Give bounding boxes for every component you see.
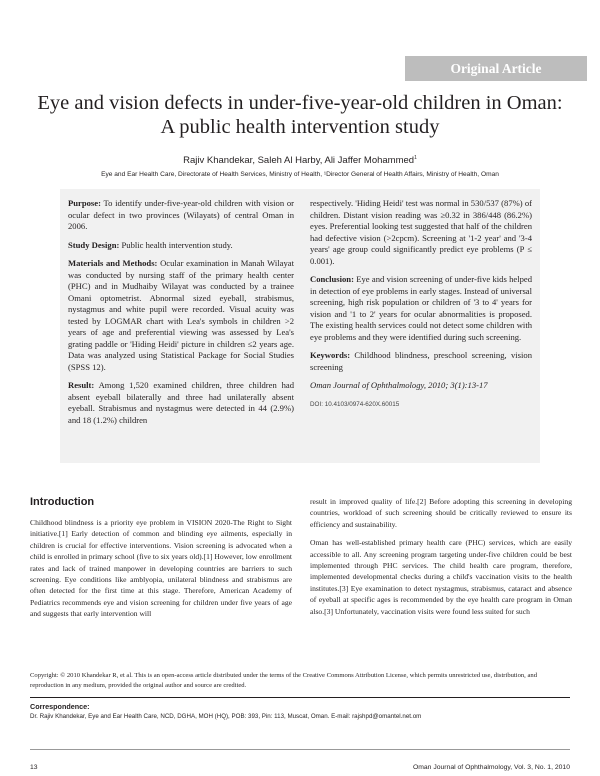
abstract-left-column	[68, 198, 294, 433]
author-affiliation-marker: 1	[414, 155, 417, 161]
abstract-methods	[68, 258, 294, 373]
design-label: Study Design:	[68, 239, 120, 250]
abstract-right-column	[310, 198, 532, 417]
correspondence-divider	[30, 697, 570, 698]
intro-paragraph-1: Childhood blindness is a priority eye problem in VISION 2020-The Right to Sight initiative.[1] Early detection of common and blinding eye ailments, especially in children is crucial for effective interventions. Vision screening is advocated when a child is enrolled in primary school (five to six years old).[1] However, low enrollment rates and lack of trained manpower in developing countries are barriers to such screening. Eye conditions like amblyopia, unilateral blindness and strabismus are often detected for the first time at this stage. Therefore, American Academy of Pediatrics recommends eye and vision screening for children under five years of age and suggests that early intervention will	[30, 518, 292, 619]
abstract-keywords	[310, 350, 532, 373]
author-affiliations: Eye and Ear Health Care, Directorate of Health Services, Ministry of Health, ¹Director General of Health Affairs, Ministry of Health, Oman	[101, 171, 499, 178]
intro-paragraph-2: Oman has well-established primary health care (PHC) services, which are easily accessible to all. Any screening program targeting under-five children could be best implemented through PHC services. The child health care program, therefore, implemented developmental checks during a child's vaccination visits to the health institutes.[3] Eye examination to detect nystagmus, strabismus, cataract and absence of eyeball at specific ages is recommended by the eye health care program in Oman also.[3] Unfortunately, vaccination visits were found less suited for such	[310, 538, 572, 616]
intro-right-column	[310, 496, 572, 624]
abstract-conclusion	[310, 274, 532, 343]
abstract-result	[68, 380, 294, 426]
purpose-text: To identify under-five-year-old children with vision or ocular defect in two provinces (Wilayats) of central Oman in 2006.	[68, 198, 294, 231]
keywords-label: Keywords:	[310, 350, 351, 360]
author-list	[30, 155, 570, 166]
correspondence-details: Dr. Rajiv Khandekar, Eye and Ear Health Care, NCD, DGHA, MOH (HQ), POB: 393, Pin: 113, Muscat, Oman. E-mail: rajshpd@omantel.net.om	[30, 713, 422, 720]
abstract-purpose	[68, 198, 294, 233]
methods-label: Materials and Methods:	[68, 258, 158, 268]
article-title: Eye and vision defects in under-five-year-old children in Oman: A public health intervention study	[37, 92, 563, 138]
result-label: Result:	[68, 380, 95, 390]
abstract-design	[68, 240, 294, 252]
page-number: 13	[30, 764, 38, 771]
footer-divider	[30, 749, 570, 750]
introduction-heading: Introduction	[30, 496, 95, 508]
methods-text: Ocular examination in Manah Wilayat was conducted by nursing staff of the primary health center (PHC) and in Mudhaiby Wilayat was conducted by a trainee Omani optometrist. Abnormal sized eyeball, strabismus, nystagmus and white pupil were recorded. Visual acuity was tested by LOGMAR chart with Lea's symbols in children >2 years of age and preferential viewing was assessed by Lea's grating paddle or 'Hiding Heidi' picture in children ≤2 years age. Data was analyzed using Statistical Package for Social Studies (SPSS 12).	[68, 258, 294, 372]
intro-left-column	[30, 517, 292, 627]
correspondence-heading: Correspondence:	[30, 702, 90, 711]
journal-issue: Oman Journal of Ophthalmology, Vol. 3, No. 1, 2010	[412, 764, 570, 771]
design-text: Public health intervention study.	[119, 239, 233, 250]
author-names: Rajiv Khandekar, Saleh Al Harby, Ali Jaffer Mohammed	[183, 155, 415, 167]
conclusion-text: Eye and vision screening of under-five kids helped in detection of eye problems in early stages. Instead of universal screening, high risk population or children of '3 to 4' years for vision and '1 to 2' years for ocular abnormalities is proposed. The existing health services could not detect some children with eye problems and they were identified during such screening.	[310, 274, 532, 342]
keywords-text: Childhood blindness, preschool screening, vision screening	[310, 350, 532, 372]
journal-citation: Oman Journal of Ophthalmology, 2010; 3(1):13-17	[310, 380, 488, 390]
abstract-result-continued: respectively. 'Hiding Heidi' test was normal in 530/537 (87%) of children. Distant vision reading was ≥0.32 in 386/448 (86.2%) eyes. Preferential looking test suggested that half of the children had defective vision (>2cpcm). Screening at '1-2 year' and '3-4 years' age group could significantly predict eye problems (P ≤ 0.001).	[310, 198, 532, 266]
result-text-part1: Among 1,520 examined children, three children had absent eyeball bilaterally and three had unilaterally absent eyeball. Strabismus and nystagmus were detected in 44 (2.9%) and 18 (1.2%) children	[68, 380, 294, 425]
conclusion-label: Conclusion:	[310, 274, 354, 284]
purpose-label: Purpose:	[68, 198, 101, 208]
intro-paragraph-1-continued: result in improved quality of life.[2] Before adopting this screening in developing countries, workload of such screening should be critically reviewed to ensure its efficiency and sustainability.	[310, 497, 572, 529]
copyright-notice: Copyright: © 2010 Khandekar R, et al. This is an open-access article distributed under the terms of the Creative Commons Attribution License, which permits unrestricted use, distribution, and reproduction in any medium, provided the original author and source are credited.	[30, 672, 538, 689]
doi-link[interactable]: DOI: 10.4103/0974-620X.60015	[310, 400, 400, 408]
article-type-banner: Original Article	[405, 56, 587, 81]
